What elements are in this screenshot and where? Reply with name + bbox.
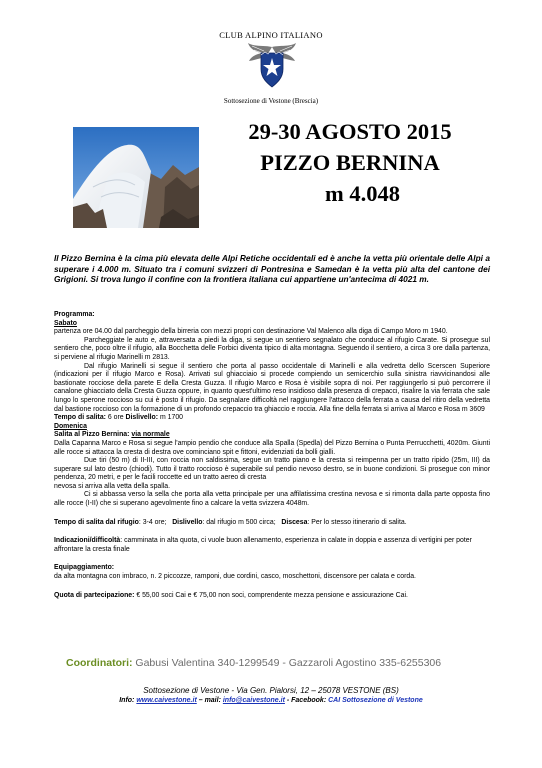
title-block: [205, 118, 495, 208]
fb-sep: - Facebook:: [284, 697, 329, 704]
coordinatori-names: Gabusi Valentina 340-1299549 - Gazzaroli Agostino 335-6255306: [132, 657, 442, 669]
sabato-p3: Dal rifugio Marinelli si segue il sentiero che porta al passo occidentale di Marinelli e alla vedretta dello Scerscen Superiore (indicazioni per il rifugio Marco e Rosa). Arrivati sul ghiacciaio si procede compiendo un semicerchio sulla sinistra riavvicinandosi alle bastionate rocciose della parete E della Cresta Guzza. Il rifugio Marco e Rosa è visibile sopra di noi. Per raggiungerlo si può percorrere il canalone ghiacciato della Cresta Guzza oppure, in quanto quest'ultimo reso insidioso dalla presenza di crepacci, risalire la via ferrata che sale lungo lo sperone roccioso su cui è posto il rifugio. Da segnalare difficoltà nel raggiungere l'attacco della ferrata a causa del ritiro della vedretta dal bastione roccioso con la formazione di un profondo crepaccio tra ghiaccio e roccia. Alla fine della ferrata si arriva al Marco e Rosa m 3609: [54, 362, 490, 413]
footer-info: [0, 697, 542, 704]
equip-value: da alta montagna con imbraco, n. 2 piccozze, ramponi, due cordini, casco, moschettoni, discensore per calata e corda.: [54, 573, 416, 581]
sabato-heading: Sabato: [54, 319, 77, 327]
indicazioni-value: : camminata in alta quota, ci vuole buon allenamento, esperienza in calate in doppia e assenza di vertigini per poter affrontare la cresta finale: [54, 537, 472, 553]
dislivello-value: m 1700: [160, 414, 183, 422]
domenica-p2: Due tiri (50 m) di II-III, con roccia non saldissima, segue un tratto piano e la cresta si reimpenna per un tratto ripido (25m, III) da superare sul lato destro (chiodi). Tutto il tratto roccioso è superabile sul pendio nevoso destro, se in buone condizioni. Si prosegue con minor pendenza, 20 metri, e per le facili roccette ed un tratto aereo di cresta: [54, 457, 490, 482]
tempo-label: Tempo di salita:: [54, 414, 106, 422]
event-date: 29-30 AGOSTO 2015: [248, 119, 452, 144]
domenica-p1: Dalla Capanna Marco e Rosa si segue l'ampio pendio che conduce alla Spalla (Spedla) del Pizzo Bernina o Punta Perrucchetti, 4020m. Giunti alle rocce si attacca la cresta di destra ove cominciano spit e fittoni, evidenziati da bolli gialli.: [54, 439, 490, 456]
summary-tempo-value: : 3-4 ore;: [138, 518, 167, 526]
website-link[interactable]: www.caivestone.it: [136, 697, 197, 704]
intro-paragraph: Il Pizzo Bernina è la cima più elevata delle Alpi Retiche occidentali ed è anche la vetta più orientale delle Alpi a superare i 4.000 m. Situato tra i comuni svizzeri di Pontresina e Samedan è la vetta più alta del cantone dei Grigioni. Si trova lungo il confine con la frontiera italiana cui appartiene un'antecima di 4021 m.: [54, 253, 490, 285]
summary-discesa-label: Discesa: [281, 518, 308, 526]
domenica-p2b: nevosa si arriva alla vetta della spalla.: [54, 482, 171, 490]
peak-name: PIZZO BERNINA: [260, 150, 440, 175]
domenica-p3: Ci si abbassa verso la sella che porta alla vetta principale per una affilatissima crestina nevosa e si rimonta dalla parte opposta fino alle rocce (I-II) che si superano agevolmente fino a calcare la vetta svizzera 4048m.: [54, 491, 490, 508]
peak-altitude: m 4.048: [325, 181, 400, 206]
programma-heading: Programma:: [54, 311, 95, 318]
quota-value: € 55,00 soci Cai e € 75,00 non soci, comprendente mezza pensione e assicurazione Cai.: [134, 591, 408, 599]
section-name: Sottosezione di Vestone (Brescia): [223, 97, 319, 105]
domenica-salita: Salita al Pizzo Bernina: via normale: [54, 431, 170, 439]
summary-tempo-label: Tempo di salita dal rifugio: [54, 518, 139, 526]
summary-dislivello-value: : dal rifugio m 500 circa;: [202, 518, 276, 526]
dislivello-label: Dislivello:: [125, 414, 159, 422]
domenica-heading: Domenica: [54, 422, 87, 430]
summary-discesa-value: : Per lo stesso itinerario di salita.: [307, 518, 407, 526]
coordinatori: [66, 657, 486, 669]
mountain-photo: [73, 127, 199, 228]
sabato-tempo: [54, 414, 490, 423]
quota-label: Quota di partecipazione:: [54, 591, 135, 599]
indicazioni: [54, 537, 490, 554]
footer-address: Sottosezione di Vestone - Via Gen. Pialorsi, 12 – 25078 VESTONE (BS): [143, 686, 399, 695]
salita-label: Salita al Pizzo Bernina: [54, 431, 128, 439]
cai-logo-icon: [246, 41, 298, 89]
mail-sep: – mail:: [196, 697, 223, 704]
summary-line: [54, 519, 490, 528]
info-label: Info:: [119, 697, 137, 704]
sabato-p1: partenza ore 04.00 dal parcheggio della birreria con mezzi propri con destinazione Val Malenco alla diga di Campo Moro m 1940.: [54, 328, 448, 336]
summary-dislivello-label: Dislivello: [172, 518, 203, 526]
tempo-value: 6 ore: [107, 414, 124, 422]
quota: [54, 592, 490, 601]
facebook-link[interactable]: CAI Sottosezione di Vestone: [328, 697, 423, 704]
equip-label: Equipaggiamento:: [54, 564, 115, 572]
email-link[interactable]: info@caivestone.it: [222, 697, 285, 704]
club-name: CLUB ALPINO ITALIANO: [219, 30, 323, 40]
indicazioni-label: Indicazioni/difficoltà: [54, 537, 121, 545]
via-label: via normale: [131, 431, 170, 439]
coordinatori-label: Coordinatori:: [66, 657, 133, 669]
programma-section: [54, 311, 490, 600]
sabato-p2: Parcheggiate le auto e, attraversata a piedi la diga, si segue un sentiero segnalato che conduce al rifugio Carate. Si prosegue sul sentiero che, poco oltre il rifugio, alla Bocchetta delle Forbici diventa tipico di alta montagna. Seguendo il sentiero, a circa 3 ore dalla partenza, si perviene al rifugio Marinelli m 2813.: [54, 336, 490, 361]
